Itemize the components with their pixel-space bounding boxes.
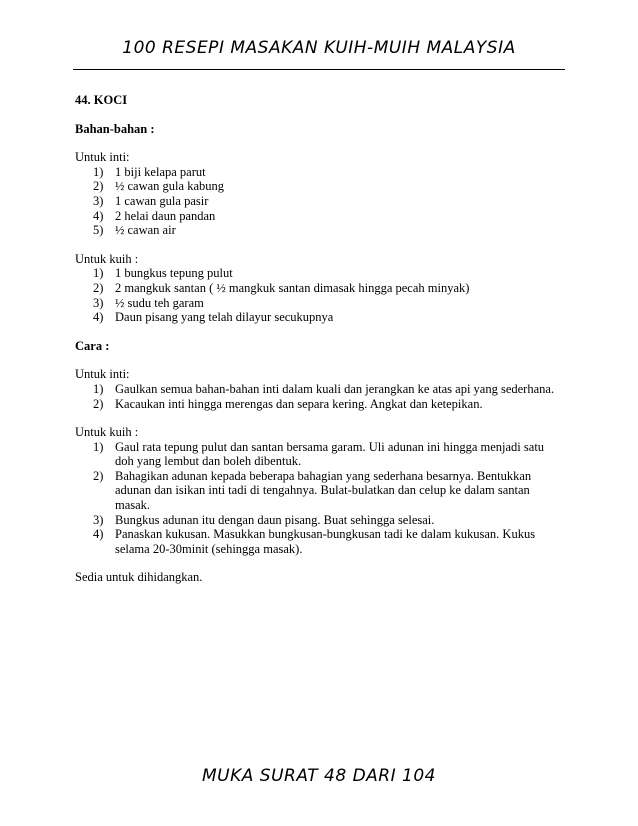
method-heading: Cara : (75, 338, 110, 353)
list-item-number: 3) (93, 295, 104, 310)
list-item-number: 1) (93, 381, 104, 396)
filling-ingredients-list (75, 165, 560, 238)
recipe-content (75, 93, 560, 585)
filling-ingredients-label: Untuk inti: (75, 150, 130, 165)
list-item-number: 2) (93, 396, 104, 411)
list-item-text: 2 helai daun pandan (115, 208, 216, 223)
list-item-number: 1) (93, 439, 104, 454)
list-item (75, 194, 560, 209)
list-item-text: Panaskan kukusan. Masukkan bungkusan-bungkusan tadi ke dalam kukusan. Kukus selama 20-30minit (sehingga masak). (115, 527, 536, 556)
list-item-number: 1) (93, 266, 104, 281)
list-item (75, 266, 560, 281)
list-item-text: Gaulkan semua bahan-bahan inti dalam kuali dan jerangkan ke atas api yang sederhana. (115, 381, 555, 396)
list-item (75, 296, 560, 311)
kuih-ingredients-list (75, 266, 560, 324)
list-item (75, 469, 560, 513)
list-item (75, 165, 560, 180)
list-item (75, 209, 560, 224)
list-item-text: Daun pisang yang telah dilayur secukupnya (115, 310, 334, 325)
list-item-text: Bahagikan adunan kepada beberapa bahagian yang sederhana besarnya. Bentukkan adunan dan isikan inti tadi di tengahnya. Bulat-bulatkan dan celup ke dalam santan masak. (115, 468, 532, 513)
list-item-number: 4) (93, 310, 104, 325)
list-item-number: 5) (93, 223, 104, 238)
list-item-number: 2) (93, 280, 104, 295)
list-item (75, 527, 560, 556)
kuih-method-list (75, 440, 560, 557)
list-item-number: 2) (93, 179, 104, 194)
kuih-ingredients-label: Untuk kuih : (75, 251, 139, 266)
list-item-text: Bungkus adunan itu dengan daun pisang. Buat sehingga selesai. (115, 512, 435, 527)
ingredients-heading: Bahan-bahan : (75, 121, 155, 136)
list-item-text: 1 biji kelapa parut (115, 164, 206, 179)
list-item-text: 1 bungkus tepung pulut (115, 266, 233, 281)
list-item-number: 4) (93, 527, 104, 542)
list-item (75, 440, 560, 469)
filling-method-list (75, 382, 560, 411)
list-item-number: 3) (93, 512, 104, 527)
list-item-number: 4) (93, 208, 104, 223)
page-footer: MUKA SURAT 48 DARI 104 (202, 766, 436, 786)
list-item-number: 2) (93, 468, 104, 483)
list-item-number: 3) (93, 193, 104, 208)
closing-note: Sedia untuk dihidangkan. (75, 570, 203, 585)
list-item (75, 310, 560, 325)
list-item-text: ½ cawan air (115, 223, 176, 238)
list-item-text: 1 cawan gula pasir (115, 193, 209, 208)
list-item-text: ½ sudu teh garam (115, 295, 204, 310)
page-header: 100 RESEPI MASAKAN KUIH-MUIH MALAYSIA (122, 38, 516, 58)
list-item-text: 2 mangkuk santan ( ½ mangkuk santan dimasak hingga pecah minyak) (115, 280, 470, 295)
header-divider (73, 69, 565, 70)
list-item (75, 382, 560, 397)
recipe-title: 44. KOCI (75, 93, 128, 107)
list-item-text: ½ cawan gula kabung (115, 179, 224, 194)
list-item-number: 1) (93, 164, 104, 179)
list-item (75, 281, 560, 296)
list-item-text: Gaul rata tepung pulut dan santan bersama garam. Uli adunan ini hingga menjadi satu doh yang lembut dan boleh dibentuk. (115, 439, 545, 469)
list-item (75, 223, 560, 238)
list-item (75, 513, 560, 528)
list-item-text: Kacaukan inti hingga merengas dan separa kering. Angkat dan ketepikan. (115, 396, 483, 411)
list-item (75, 179, 560, 194)
kuih-method-label: Untuk kuih : (75, 425, 139, 440)
filling-method-label: Untuk inti: (75, 367, 130, 382)
list-item (75, 397, 560, 412)
